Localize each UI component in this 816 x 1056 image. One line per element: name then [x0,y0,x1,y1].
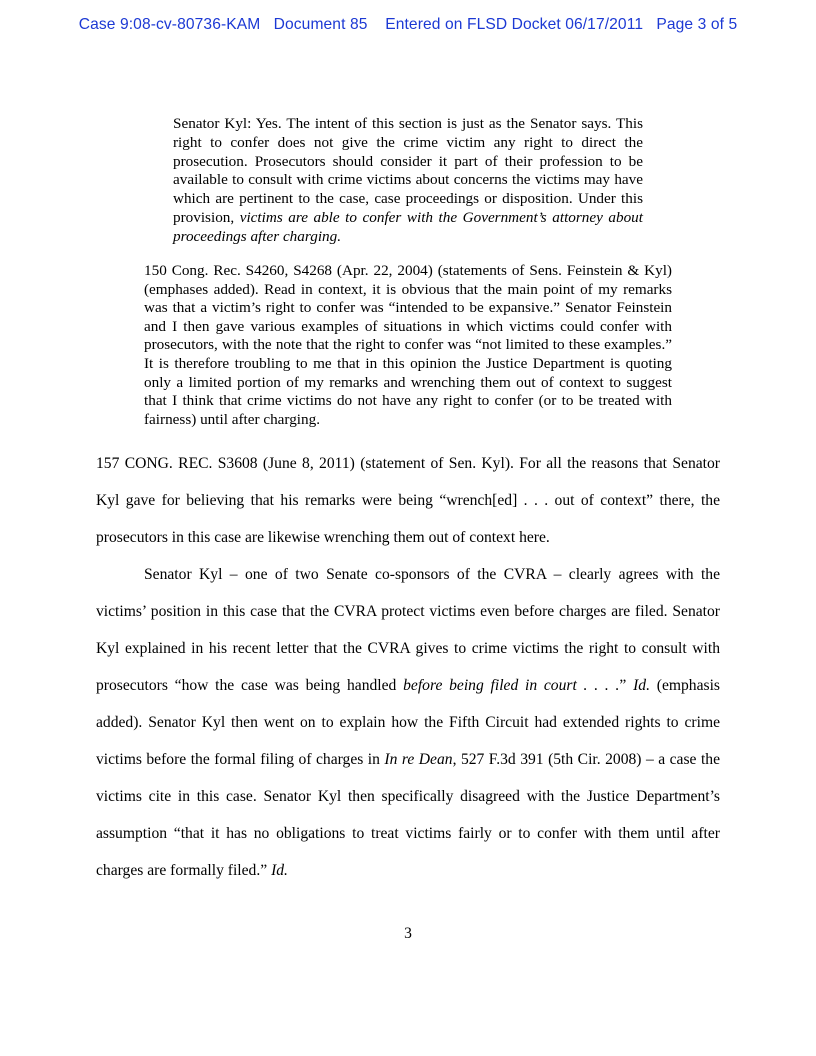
citation-volume: 157 C [96,455,136,472]
citation-id: Id. [633,677,650,694]
main-paragraph [96,556,720,889]
case-name: In re Dean [384,751,453,768]
paragraph-text: , 527 F.3d 391 (5th Cir. 2008) – a case the victims cite in this case. Senator Kyl then specifically disagreed with the Justice Department’s assumption “that it has no obligations to treat victims fairly or to confer with them until after charges are formally filed.” [96,751,720,879]
paragraph-text: (emphasis added). Senator Kyl then went on to explain how the Fifth Circuit had extended rights to crime victims before the formal filing of charges in [96,677,720,768]
citation-text: . R [168,455,189,472]
paragraph-text: ” [619,677,634,694]
inner-quote-emphasis: victims are able to confer with the Government’s attorney about proceedings after charging. [173,208,643,245]
citation-paragraph [96,445,720,556]
body-text [96,445,720,889]
inner-quote-text: Senator Kyl: Yes. The intent of this section is just as the Senator says. This right to confer does not give the crime victim any right to direct the prosecution. Prosecutors should consider it part of their profession to be available to consult with crime victims about concerns the victims may have which are pertinent to the case, case proceedings or disposition. Under this provision, [173,115,643,226]
paragraph-text: Senator Kyl – one of two Senate co-sponsors of the CVRA – clearly agrees with the victims’ position in this case that the CVRA protect victims even before charges are filed. Senator Kyl explained in his recent letter that the CVRA gives to crime victims the right to consult with prosecutors “how the case was being handled [96,566,720,694]
citation-smallcaps: EC [188,455,209,472]
page-number: 3 [404,925,412,942]
paragraph-emphasis: before being filed in court . . . . [403,677,620,694]
citation-smallcaps: ONG [135,455,169,472]
docket-header: Case 9:08-cv-80736-KAM Document 85 Entered on FLSD Docket 06/17/2011 Page 3 of 5 [78,16,738,33]
citation-paragraph-text: . S3608 (June 8, 2011) (statement of Sen. Kyl). For all the reasons that Senator Kyl gave for believing that his remarks were being “wrench[ed] . . . out of context” there, the prosecutors in this case are likewise wrenching them out of context here. [96,455,720,546]
inner-block-quote [173,115,643,247]
citation-id: Id. [271,862,288,879]
outer-block-quote: 150 Cong. Rec. S4260, S4268 (Apr. 22, 2004) (statements of Sens. Feinstein & Kyl) (emphases added). Read in context, it is obvious that the main point of my remarks was that a victim’s right to confer was “intended to be expansive.” Senator Feinstein and I then gave various examples of situations in which victims could confer with prosecutors, with the note that the right to confer was “not limited to these examples.” It is therefore troubling to me that in this opinion the Justice Department is quoting only a limited portion of my remarks and wrenching them out of context to suggest that I think that crime victims do not have any right to confer (or to be treated with fairness) until after charging. [144,262,672,428]
